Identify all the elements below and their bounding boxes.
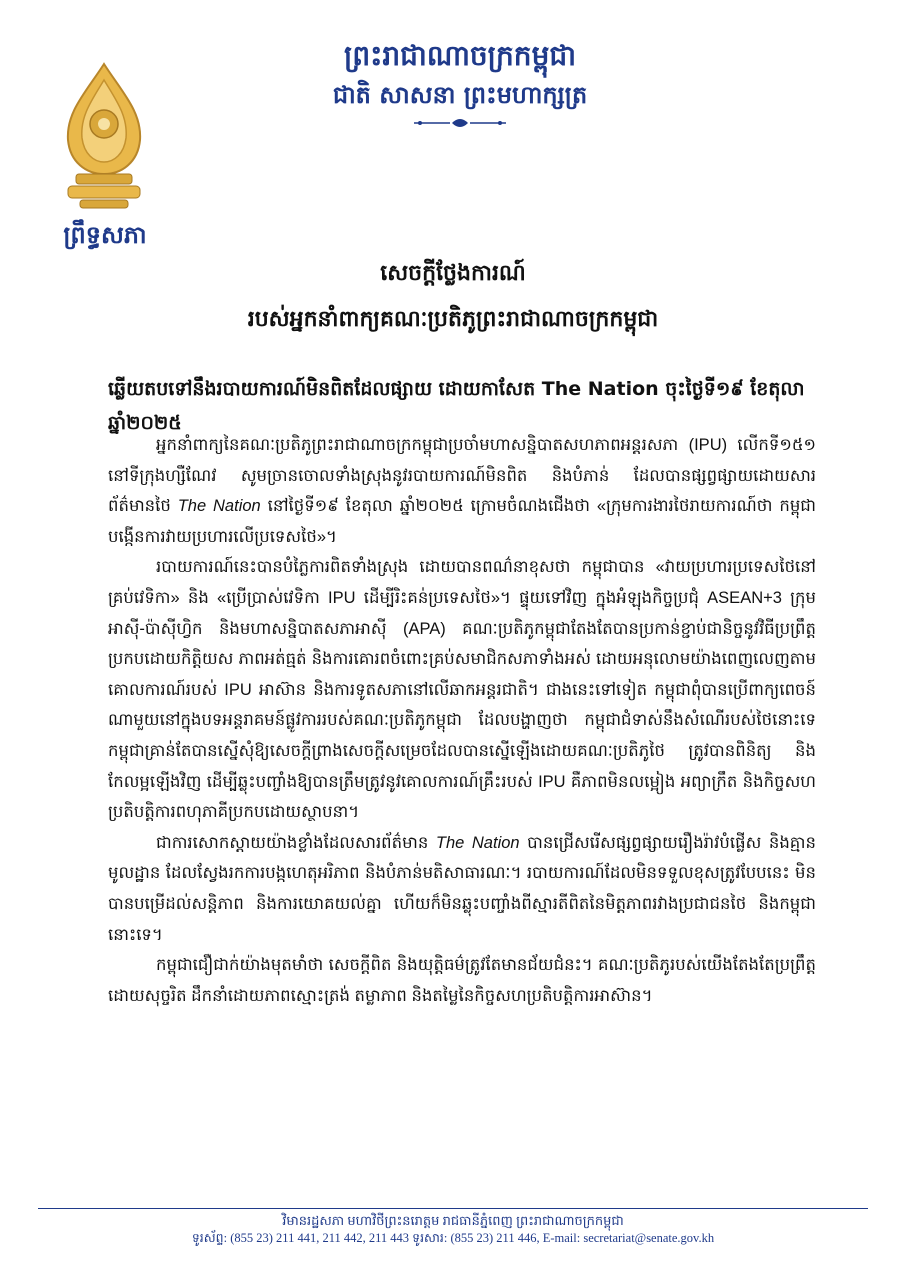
paragraph-4 [108, 950, 816, 1011]
paragraph-2-text: របាយការណ៍នេះបានបំភ្លៃការពិតទាំងស្រុង ដោយបានពណ៌នាខុសថា កម្ពុជាបាន «វាយប្រហារប្រទេសថៃនៅគ្រប់វេទិកា» និង «ប្រើប្រាស់វេទិកា IPU ដើម្បីរិះគន់ប្រទេសថៃ»។ ផ្ទុយទៅវិញ ក្នុងអំឡុងកិច្ចប្រជុំ ASEAN+3 ក្រុមអាស៊ី-ប៉ាស៊ីហ្វិក និងមហាសន្និបាតសភាអាស៊ី (APA) គណៈប្រតិភូកម្ពុជាតែងតែបានប្រកាន់ខ្ជាប់ជានិច្ចនូវវិធីប្រព្រឹត្តប្រកបដោយកិត្តិយស ភាពអត់ធ្មត់ និងការគោរពចំពោះគ្រប់សមាជិកសភាទាំងអស់ ដោយអនុលោមយ៉ាងពេញលេញតាមគោលការណ៍របស់ IPU អាស៊ាន និងការទូតសភានៅលើឆាកអន្តរជាតិ។ ជាងនេះទៅទៀត កម្ពុជាពុំបានប្រើពាក្យពេចន៍ណាមួយនៅក្នុងបទអន្តរាគមន៍ផ្លូវការរបស់គណៈប្រតិភូកម្ពុជា ដែលបង្ហាញថា កម្ពុជាជំទាស់នឹងសំណើរបស់ថៃនោះទេ កម្ពុជាគ្រាន់តែបានស្នើសុំឱ្យសេចក្តីព្រាងសេចក្តីសម្រេចដែលបានស្នើឡើងដោយគណៈប្រតិភូថៃ ត្រូវបានពិនិត្យ និងកែលម្អឡើងវិញ ដើម្បីឆ្លុះបញ្ចាំងឱ្យបានត្រឹមត្រូវនូវគោលការណ៍គ្រឹះរបស់ IPU គឺភាពមិនលម្អៀង អព្យាក្រឹត និងកិច្ចសហប្រតិបត្តិការពហុភាគីប្រកបដោយស្ថាបនា។ [108, 558, 816, 822]
paragraph-3 [108, 828, 816, 950]
document-subtitle: របស់អ្នកនាំពាក្យគណៈប្រតិភូព្រះរាជាណាចក្រកម្ពុជា [247, 306, 659, 332]
paragraph-1-text-cont: នៅថ្ងៃទី១៩ ខែតុលា ឆ្នាំ២០២៥ ក្រោមចំណងជើងថា «ក្រុមការងារថៃរាយការណ៍ថា កម្ពុជាបង្កើនការវាយប្រហារលើប្រទេសថៃ»។ [108, 497, 816, 546]
paragraph-3-text: ជាការសោកស្តាយយ៉ាងខ្លាំងដែលសារព័ត៌មាន [156, 833, 436, 852]
newspaper-name: The Nation [435, 833, 520, 852]
institution-label: ព្រឹទ្ធសភា [63, 220, 147, 249]
kingdom-name: ព្រះរាជាណាចក្រកម្ពុជា [343, 39, 576, 72]
footer-contact: ទូរស័ព្ទ: (855 23) 211 441, 211 442, 211 443 ទូរសារ: (855 23) 211 446, E-mail: secretariat@senate.gov.kh [191, 1231, 715, 1245]
paragraph-1 [108, 430, 816, 552]
footer-divider [38, 1208, 868, 1209]
senate-emblem-icon [62, 62, 146, 212]
statement-body [108, 430, 816, 1011]
paragraph-4-text: កម្ពុជាជឿជាក់យ៉ាងមុតមាំថា សេចក្តីពិត និងយុត្តិធម៌ត្រូវតែមានជ័យជំនះ។ គណៈប្រតិភូរបស់យើងតែងតែប្រព្រឹត្តដោយសុច្ចរិត ដឹកនាំដោយភាពស្មោះត្រង់ តម្លាភាព និងតម្លៃនៃកិច្ចសហប្រតិបត្តិការអាស៊ាន។ [108, 956, 816, 1005]
paragraph-3-text-cont: បានជ្រើសរើសផ្សព្វផ្សាយរឿងរ៉ាវបំផ្លើស និងគ្មានមូលដ្ឋាន ដែលស្វែងរកការបង្កហេតុអរិភាព និងបំភាន់មតិសាធារណៈ។ របាយការណ៍ដែលមិនទទួលខុសត្រូវបែបនេះ មិនបានបម្រើដល់សន្តិភាព និងការយោគយល់គ្នា ហើយក៏មិនឆ្លុះបញ្ចាំងពីស្មារតីពិតនៃមិត្តភាពរវាងប្រជាជនថៃ និងកម្ពុជា នោះទេ។ [108, 833, 816, 944]
paragraph-1-text: អ្នកនាំពាក្យនៃគណៈប្រតិភូព្រះរាជាណាចក្រកម្ពុជាប្រចាំមហាសន្និបាតសហភាពអន្តរសភា (IPU) លើកទី១៥១ នៅទីក្រុងហ្សឺណែវ សូមច្រានចោលទាំងស្រុងនូវរបាយការណ៍មិនពិត និងបំភាន់ ដែលបានផ្សព្វផ្សាយដោយសារព័ត៌មានថៃ [108, 436, 816, 516]
newspaper-name: The Nation [177, 497, 261, 516]
ornament-divider-icon [410, 116, 510, 130]
national-motto: ជាតិ សាសនា ព្រះមហាក្សត្រ [332, 80, 588, 109]
document-title: សេចក្តីថ្លែងការណ៍ [380, 260, 526, 286]
paragraph-2 [108, 552, 816, 827]
footer-address: វិមានរដ្ឋសភា មហាវិថីព្រះនរោត្តម រាជធានីភ្នំពេញ ព្រះរាជាណាចក្រកម្ពុជា [282, 1213, 624, 1228]
statement-heading: ឆ្លើយតបទៅនឹងរបាយការណ៍មិនពិតដែលផ្សាយ ដោយកាសែត The Nation ចុះថ្ងៃទី១៩ ខែតុលា ឆ្នាំ២០២៥ [108, 378, 805, 434]
